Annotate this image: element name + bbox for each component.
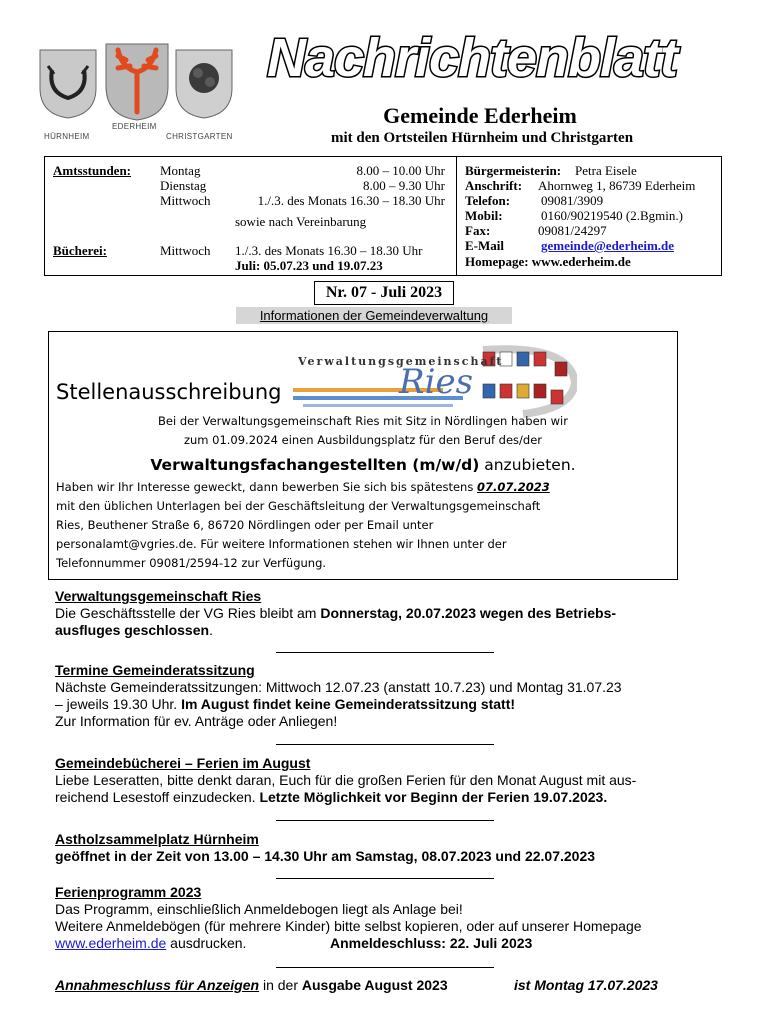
mobile: 0160/90219540 (2.Bgmin.) (541, 208, 683, 223)
issue-number: Nr. 07 - Juli 2023 (314, 281, 454, 305)
address-label: Anschrift: (465, 178, 523, 193)
job-intro: zum 01.09.2024 einen Ausbildungsplatz für den Beruf des/der (183, 433, 543, 447)
job-intro: Bei der Verwaltungsgemeinschaft Ries mit Sitz in Nördlingen haben wir (158, 414, 568, 428)
separator (276, 967, 494, 968)
homepage-link[interactable]: www.ederheim.de (55, 935, 167, 951)
article-text: Das Programm, einschließlich Anmeldebogen liegt als Anlage bei! (55, 901, 463, 917)
job-body: Ries, Beuthener Straße 6, 86720 Nördlingen oder per Email unter (56, 518, 434, 532)
article-text: Die Geschäftsstelle der VG Ries bleibt am Donnerstag, 20.07.2023 wegen des Betriebs- (55, 605, 617, 621)
ederheim-crest-icon (104, 42, 170, 122)
mayor-label: Bürgermeisterin: (465, 163, 562, 178)
vg-logo-text: Verwaltungsgemeinschaft (298, 355, 504, 368)
mayor-name: Petra Eisele (575, 163, 637, 178)
crest-caption: EDERHEIM (112, 122, 157, 131)
ad-deadline: Annahmeschluss für Anzeigen in der Ausgabe August 2023 (55, 977, 448, 993)
job-ad (48, 331, 678, 580)
article-text: – jeweils 19.30 Uhr. Im August findet keine Gemeinderatssitzung statt! (55, 696, 516, 712)
article-title: Ferienprogramm 2023 (55, 884, 202, 900)
article-title: Gemeindebücherei – Ferien im August (55, 755, 311, 771)
article-title: Verwaltungsgemeinschaft Ries (55, 588, 262, 604)
info-box (44, 156, 722, 276)
masthead-logo (262, 20, 682, 90)
article-text: ausfluges geschlossen. (55, 622, 213, 638)
library-label: Bücherei: (53, 243, 107, 258)
office-day: Montag (160, 163, 201, 178)
office-day: Dienstag (160, 178, 207, 193)
article-title: Termine Gemeinderatssitzung (55, 662, 255, 678)
job-body: Telefonnummer 09081/2594-12 zur Verfügung. (56, 556, 327, 570)
job-position: Verwaltungsfachangestellten (m/w/d) anzubieten. (150, 456, 576, 474)
crest-caption: HÜRNHEIM (44, 132, 90, 141)
office-time: 1./.3. des Monats 16.30 – 18.30 Uhr (257, 193, 445, 208)
job-body: Haben wir Ihr Interesse geweckt, dann bewerben Sie sich bis spätestens 07.07.2023 (56, 480, 550, 494)
section-title: Informationen der Gemeindeverwaltung (236, 307, 512, 324)
job-deadline: 07.07.2023 (477, 480, 550, 494)
separator (276, 820, 494, 821)
job-body: mit den üblichen Unterlagen bei der Geschäftsleitung der Verwaltungsgemeinschaft (56, 499, 541, 513)
masthead-title: Nachrichtenblatt (266, 28, 678, 88)
email-label: E-Mail (465, 238, 504, 253)
phone: 09081/3909 (541, 193, 604, 208)
library-day: Mittwoch (160, 243, 211, 258)
job-heading: Stellenausschreibung (56, 380, 282, 404)
library-time: 1./.3. des Monats 16.30 – 18.30 Uhr (235, 243, 423, 258)
article-text: Zur Information für ev. Anträge oder Anliegen! (55, 713, 338, 729)
homepage[interactable]: Homepage: www.ederheim.de (465, 254, 631, 269)
email-link[interactable]: gemeinde@ederheim.de (541, 238, 675, 253)
article-text: geöffnet in der Zeit von 13.00 – 14.30 Uhr am Samstag, 08.07.2023 und 22.07.2023 (55, 848, 596, 864)
separator (276, 744, 494, 745)
office-hours-label: Amtsstunden: (53, 163, 132, 178)
christgarten-crest-icon (174, 48, 234, 120)
subtitle: mit den Ortsteilen Hürnheim und Christgarten (330, 130, 634, 146)
holiday-deadline: Anmeldeschluss: 22. Juli 2023 (330, 935, 533, 951)
article-text: Nächste Gemeinderatssitzungen: Mittwoch 12.07.23 (anstatt 10.7.23) und Montag 31.07.23 (55, 679, 622, 695)
article-text: www.ederheim.de ausdrucken. (55, 935, 247, 951)
huernheim-crest-icon (38, 48, 98, 120)
library-dates: Juli: 05.07.23 und 19.07.23 (235, 258, 383, 273)
fax-label: Fax: (465, 223, 491, 238)
phone-label: Telefon: (465, 193, 511, 208)
office-day: Mittwoch (160, 193, 211, 208)
address: Ahornweg 1, 86739 Ederheim (538, 178, 696, 193)
vg-logo-script: Ries (399, 362, 474, 402)
info-divider (456, 157, 457, 275)
article-text: Liebe Leseratten, bitte denkt daran, Euch für die großen Ferien für den Monat August mit aus- (55, 772, 637, 788)
job-body: personalamt@vgries.de. Für weitere Informationen stehen wir Ihnen unter der (56, 537, 507, 551)
fax: 09081/24297 (538, 223, 607, 238)
article-title: Astholzsammelplatz Hürnheim (55, 831, 259, 847)
crest-row (38, 48, 238, 141)
separator (276, 652, 494, 653)
article-text: reichend Lesestoff einzudecken. Letzte Möglichkeit vor Beginn der Ferien 19.07.2023. (55, 789, 608, 805)
mobile-label: Mobil: (465, 208, 503, 223)
article-text: Weitere Anmeldebögen (für mehrere Kinder) bitte selbst kopieren, oder auf unserer Homepage (55, 918, 642, 934)
office-note: sowie nach Vereinbarung (235, 214, 367, 229)
office-time: 8.00 – 9.30 Uhr (363, 178, 445, 193)
separator (276, 878, 494, 879)
municipality-name: Gemeinde Ederheim (383, 103, 577, 128)
ad-deadline-date: ist Montag 17.07.2023 (514, 977, 658, 993)
office-time: 8.00 – 10.00 Uhr (356, 163, 445, 178)
crest-caption: CHRISTGARTEN (166, 132, 233, 141)
